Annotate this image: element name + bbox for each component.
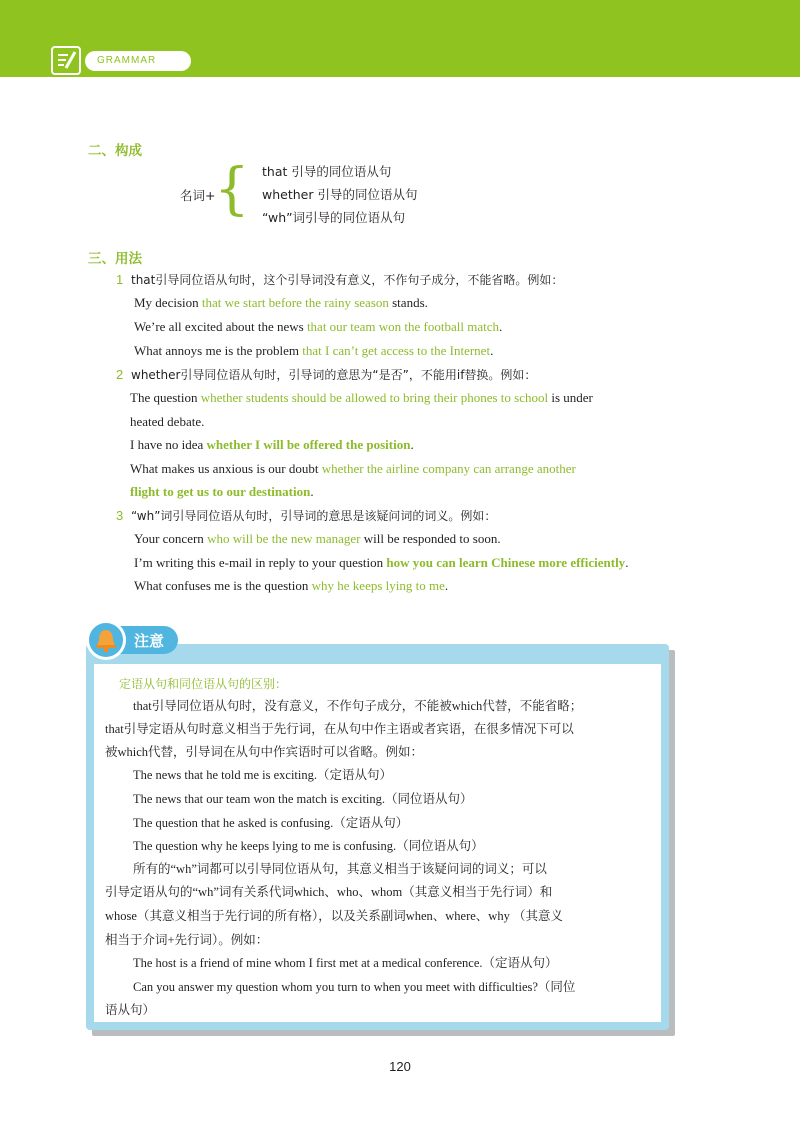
composition-item-1: that 引导的同位语从句: [262, 164, 392, 179]
note-line-7: The question why he keeps lying to me is confusing.（同位语从句）: [133, 839, 484, 853]
note-line-8: 所有的“wh”词都可以引导同位语从句，其意义相当于该疑问词的词义；可以: [133, 862, 547, 876]
example-3-1: Your concern who will be the new manager will be responded to soon.: [134, 531, 501, 546]
note-tab-label: 注意: [134, 632, 165, 650]
section-label: GRAMMAR: [97, 55, 157, 66]
point-2-heading: whether引导同位语从句时，引导词的意思为“是否”，不能用if替换。例如：: [131, 368, 537, 382]
note-title: 定语从句和同位语从句的区别：: [119, 677, 288, 691]
note-line-12: The host is a friend of mine whom I first met at a medical conference.（定语从句）: [133, 956, 558, 970]
point-3-number: 3: [116, 508, 124, 523]
point-1-number: 1: [116, 272, 124, 287]
section-3-title: 三、用法: [88, 251, 142, 267]
note-line-6: The question that he asked is confusing.（定语从句）: [133, 816, 409, 830]
example-2-1-cont: heated debate.: [130, 414, 205, 429]
example-1-1: My decision that we start before the rainy season stands.: [134, 295, 428, 310]
note-tab: [120, 626, 178, 654]
composition-item-2: whether 引导的同位语从句: [262, 187, 418, 202]
note-line-14: 语从句）: [105, 1003, 156, 1017]
note-line-2: that引导定语从句时意义相当于先行词，在从句中作主语或者宾语，在很多情况下可以: [105, 722, 574, 736]
note-line-5: The news that our team won the match is exciting.（同位语从句）: [133, 792, 473, 806]
note-line-10: whose（其意义相当于先行词的所有格），以及关系副词when、where、why （其意义: [105, 909, 563, 923]
example-2-2: I have no idea whether I will be offered the position.: [130, 437, 414, 452]
point-2-number: 2: [116, 367, 124, 382]
section-label-pill: [85, 51, 191, 71]
bell-icon: [86, 620, 126, 660]
page-number: 120: [389, 1059, 411, 1074]
example-2-3-cont: flight to get us to our destination.: [130, 484, 314, 499]
note-line-11: 相当于介词+先行词）。例如：: [105, 933, 269, 947]
example-1-2: We’re all excited about the news that our team won the football match.: [134, 319, 503, 334]
note-line-1: that引导同位语从句时，没有意义，不作句子成分，不能被which代替，不能省略；: [133, 699, 583, 713]
example-2-1: The question whether students should be allowed to bring their phones to school is under: [130, 390, 593, 405]
composition-item-3: “wh”词引导的同位语从句: [262, 210, 406, 225]
noun-plus-label: 名词+: [180, 188, 216, 203]
notepad-pencil-icon: [51, 46, 81, 75]
section-2-title: 二、构成: [88, 143, 142, 159]
example-3-2: I’m writing this e-mail in reply to your question how you can learn Chinese more efficiently.: [134, 555, 629, 570]
point-3-heading: “wh”词引导同位语从句时，引导词的意思是该疑问词的词义。例如：: [131, 509, 497, 523]
note-line-4: The news that he told me is exciting.（定语从句）: [133, 768, 392, 782]
point-1-heading: that引导同位语从句时，这个引导词没有意义，不作句子成分，不能省略。例如：: [131, 273, 564, 287]
curly-brace: {: [214, 157, 250, 222]
note-line-13: Can you answer my question whom you turn to when you meet with difficulties?（同位: [133, 980, 576, 994]
example-1-3: What annoys me is the problem that I can’t get access to the Internet.: [134, 343, 494, 358]
example-3-3: What confuses me is the question why he keeps lying to me.: [134, 578, 449, 593]
note-line-3: 被which代替，引导词在从句中作宾语时可以省略。例如：: [105, 745, 424, 759]
example-2-3: What makes us anxious is our doubt whether the airline company can arrange another: [130, 461, 576, 476]
note-line-9: 引导定语从句的“wh”词有关系代词which、who、whom（其意义相当于先行词）和: [105, 885, 553, 899]
